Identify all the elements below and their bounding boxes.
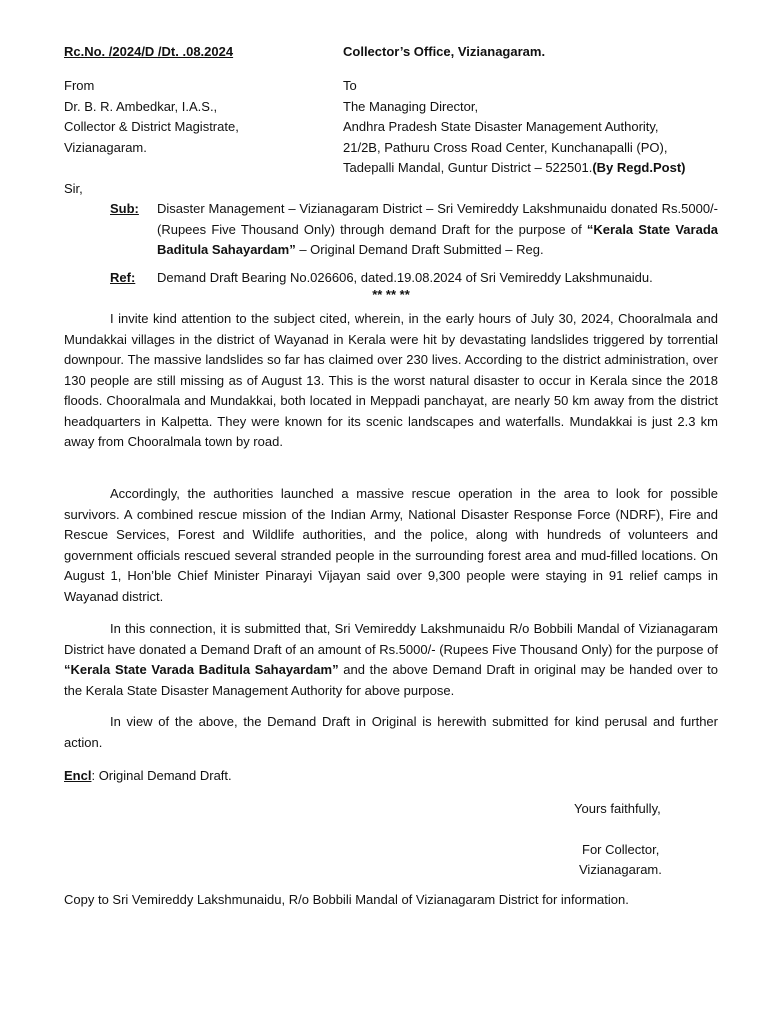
reference-number: Rc.No. /2024/D /Dt. .08.2024 bbox=[64, 44, 234, 59]
body-paragraph-3-part: and the above Demand Draft in original may be handed over to the Kerala State Disaster Management Authority for above purpose. bbox=[64, 662, 718, 698]
body-paragraph-3 bbox=[64, 619, 718, 701]
enclosure bbox=[64, 766, 232, 787]
from-line: Vizianagaram. bbox=[64, 139, 147, 155]
from-line: Dr. B. R. Ambedkar, I.A.S., bbox=[64, 98, 218, 114]
to-address-tail: Tadepalli Mandal, Guntur District – 522501. bbox=[343, 160, 593, 175]
body-paragraph-1: I invite kind attention to the subject cited, wherein, in the early hours of July 30, 2024, Chooralmala and Mundakkai villages in the district of Wayanad in Kerala were hit by devastating landslides triggered by torrential downpour. The massive landslides so far has claimed over 230 lives. According to the district administration, over 130 people are still missing as of August 13. This is the worst natural disaster to occur in Kerala since the 2018 floods. Chooralmala and Mundakkai, both located in Meppadi panchayat, are nearly 50 km away from the district headquarters in Kalpetta. They were known for its scenic landscapes and waterfalls. Mundakkai is just 2.3 km away from Chooralmala town by road. bbox=[64, 311, 718, 449]
to-block bbox=[343, 76, 685, 179]
to-line: 21/2B, Pathuru Cross Road Center, Kunchanapalli (PO), bbox=[343, 139, 668, 155]
body-paragraph-3-purpose: “Kerala State Varada Baditula Sahayardam” bbox=[64, 662, 339, 677]
from-line: Collector & District Magistrate, bbox=[64, 119, 239, 134]
copy-to: Copy to Sri Vemireddy Lakshmunaidu, R/o Bobbili Mandal of Vizianagaram District for information. bbox=[64, 892, 629, 907]
enclosure-text: : Original Demand Draft. bbox=[91, 768, 232, 783]
body-paragraph-3-part: In this connection, it is submitted that, Sri Vemireddy Lakshmunaidu R/o Bobbili Mandal of Vizianagaram District have donated a Demand Draft of an amount of Rs.5000/- (Rupees Five Thousand Only) for the purpose of bbox=[64, 621, 718, 657]
to-label: To bbox=[343, 78, 357, 93]
subject-text-part: – Original Demand Draft Submitted – Reg. bbox=[295, 242, 544, 257]
body-paragraph-2: Accordingly, the authorities launched a massive rescue operation in the area to look for possible survivors. A combined rescue mission of the Indian Army, National Disaster Response Force (NDRF), Fire and Rescue Services, Forest and Wildlife authorities, and the police, along with hundreds of volunteers and government officials rescued several stranded people in the surrounding forest area and mud-filled locations. On August 1, Hon’ble Chief Minister Pinarayi Vijayan said over 9,300 people were staying in 91 relief camps in Wayanad district. bbox=[64, 486, 718, 604]
to-line: Andhra Pradesh State Disaster Management Authority, bbox=[343, 119, 659, 134]
office-name: Collector’s Office, Vizianagaram. bbox=[343, 44, 546, 59]
subject-text bbox=[157, 199, 718, 261]
reference-text: Demand Draft Bearing No.026606, dated.19.08.2024 of Sri Vemireddy Lakshmunaidu. bbox=[157, 270, 653, 285]
to-line-last bbox=[343, 158, 685, 179]
subject-purpose: “Kerala State Varada Baditula Sahayardam” bbox=[157, 221, 718, 257]
from-block bbox=[64, 76, 239, 158]
salutation: Sir, bbox=[64, 181, 83, 196]
closing-place: Vizianagaram. bbox=[579, 862, 662, 877]
reference-label: Ref: bbox=[110, 270, 136, 285]
closing-yours: Yours faithfully, bbox=[574, 801, 661, 816]
enclosure-label: Encl bbox=[64, 768, 92, 783]
closing-for: For Collector, bbox=[582, 842, 660, 857]
subject-label: Sub: bbox=[110, 201, 139, 216]
post-mode: (By Regd.Post) bbox=[592, 160, 686, 175]
separator: ** ** ** bbox=[372, 287, 410, 302]
body-paragraph-4: In view of the above, the Demand Draft in Original is herewith submitted for kind perusal and further action. bbox=[64, 714, 718, 750]
to-line: The Managing Director, bbox=[343, 98, 479, 114]
subject-text-part: Disaster Management – Vizianagaram District – Sri Vemireddy Lakshmunaidu donated Rs.5000/- (Rupees Five Thousand Only) through demand Draft for the purpose of bbox=[157, 201, 718, 237]
from-label: From bbox=[64, 78, 95, 93]
